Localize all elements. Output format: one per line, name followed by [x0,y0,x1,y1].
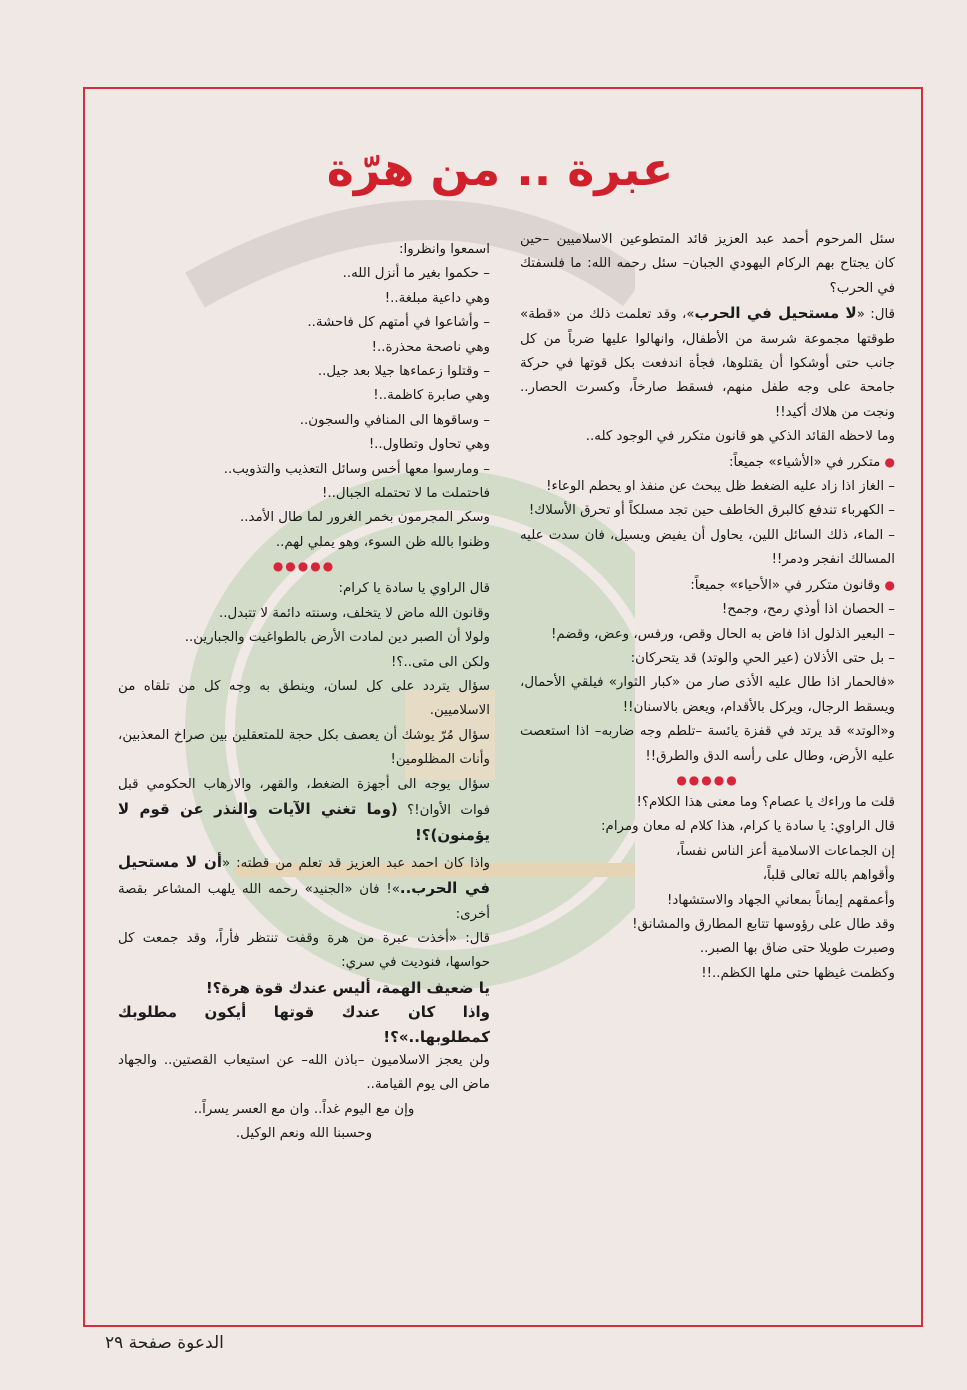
paragraph: ولكن الى متى..؟! [391,654,490,670]
bullet-icon: ● [884,577,895,592]
list-item: و«الوتد» قد يرتد في قفزة يائسة –تلطم وجه ضاربه– اذا استعصت عليه الأرض، وطال على رأسه الدق والطرق!! [520,724,895,764]
list-item: – الغاز اذا زاد عليه الضغط ظل يبحث عن منفذ او يحطم الوعاء! [546,479,895,495]
paragraph: وإن مع اليوم غداً.. وان مع العسر يسراً.. [193,1101,415,1117]
separator: ●●●●● [676,772,739,787]
paragraph: سؤال يوجه الى أجهزة الضغط، والقهر، والارهاب الحكومي قبل فوات الأوان!؟ (وما تغني الآيات والنذر عن قوم لا يؤمنون)؟! [118,776,491,845]
list-item: – الكهرباء تندفع كالبرق الخاطف حين تجد مسلكاً أو تحرق الأسلاك! [528,503,895,519]
list-item: – وأشاعوا في أمتهم كل فاحشة.. [307,315,490,331]
list-item: – وقتلوا زعماءها جيلا بعد جيل.. [317,364,490,380]
list-item: وسكر المجرمون بخمر الغرور لما طال الأمد.. [239,510,490,526]
list-item: وهي تحاول وتطاول..! [368,437,490,453]
list-item: وهي ناصحة محذرة..! [371,339,490,355]
paragraph: سؤال مُرّ يوشك أن يعصف بكل حجة للمتعقلين بين صراخ المعذبين، وأنات المظلومين! [118,727,490,768]
paragraph: قال الراوي يا سادة يا كرام: [338,581,490,597]
paragraph: قلت ما وراءك يا عصام؟ وما معنى هذا الكلام؟! [636,794,895,810]
verse-line: وأقواهم بالله تعالى قلباً، [762,868,895,884]
paragraph: ولولا أن الصبر دين لمادت الأرض بالطواغيت والجبارين.. [184,630,490,646]
paragraph: قال: «أخذت عبرة من هرة وقفت تنتظر فأراً، وقد جمعت كل حواسها، فنوديت في سري: [118,930,490,971]
paragraph: يا ضعيف الهمة، أليس عندك قوة هرة؟! [205,978,490,997]
list-item: – وساقوها الى المنافي والسجون.. [299,412,490,428]
verse-line: إن الجماعات الاسلامية أعز الناس نفساً، [676,843,895,859]
paragraph: وما لاحظه القائد الذكي هو قانون متكرر في الوجود كله.. [585,429,895,445]
list-item: – حكموا بغير ما أنزل الله.. [342,266,490,282]
list-item: وهي صابرة كاظمة..! [373,388,490,404]
page-footer: الدعوة صفحة ٢٩ [105,1333,224,1353]
list-item: – ومارسوا معها أخس وسائل التعذيب والتذويب.. [223,461,490,477]
article-title: عبرة .. من هرّة [326,142,674,196]
bullet-icon: ● [884,454,895,469]
list-item: – الماء، ذلك السائل اللين، يحاول أن يفيض ويسيل، فان سدت عليه المسالك انفجر ودمر!! [520,527,895,568]
paragraph: وحسبنا الله ونعم الوكيل. [235,1126,373,1142]
bullet-item: ● متكرر في «الأشياء» جميعاً: [728,454,895,470]
paragraph: قال الراوي: يا سادة يا كرام، هذا كلام له معان ومرام: [601,819,895,835]
list-item: «فالحمار اذا طال عليه الأذى صار من «كبار الثوار» فيلقي الأحمال، ويسقط الرجال، ويركل بالأقدام، ويعض بالاسنان!! [520,675,895,715]
list-item: – الحصان اذا أوذي رمح، وجمح! [721,602,895,618]
list-item: – بل حتى الأذلان (عير الحي والوتد) قد يتحركان: [630,650,895,666]
list-item: – البعير الذلول اذا فاض به الحال وقص، ورفس، وعض، وقضم! [550,626,895,642]
paragraph: سئل المرحوم أحمد عبد العزيز قائد المتطوعين الاسلاميين –حين كان يجتاح بهم الركام اليهودي الجبان– سئل رحمه الله: ما فلسفتك في الحرب؟ [520,232,895,296]
list-item: فاحتملت ما لا تحتمله الجبال..! [322,486,490,502]
paragraph: قال: «لا مستحيل في الحرب»، وقد تعلمت ذلك من «قطة» طوقتها مجموعة شرسة من الأطفال، وانهالوا عليها ضرباً من كل جانب حتى أوشكوا أن يقتلوها، فجأة اندفعت بكل قوتها في حركة جامحة على وجه طفل منهم، فسقط صارخاً، وكسرت الحصار.. ونجت من هلاك أكيد!! [520,304,895,420]
paragraph: سؤال يتردد على كل لسان، وينطق به وجه كل من تلقاه من الاسلاميين. [118,678,490,719]
verse-line: وأعمقهم إيماناً بمعاني الجهاد والاستشهاد! [666,892,895,908]
paragraph: وقانون الله ماض لا يتخلف، وسنته دائمة لا تتبدل.. [219,605,490,621]
verse-line: وصبرت طويلا حتى ضاق بها الصبر.. [699,941,895,957]
verse-line: وقد طال على رؤوسها تتابع المطارق والمشانق! [632,916,895,932]
paragraph: اسمعوا وانظروا: [398,242,490,257]
left-column [118,238,490,1147]
list-item: وهي داعية مبلغة..! [384,290,490,306]
right-column [520,228,895,986]
paragraph: واذا كان احمد عبد العزيز قد تعلم من قطته: «أن لا مستحيل في الحرب..»! فان «الجنيد» رحمه الله يلهب المشاعر بقصة أخرى: [118,852,491,922]
verse-line: وكظمت غيظها حتى ملها الكظم..!! [701,965,895,981]
bullet-item: ● وقانون متكرر في «الأحياء» جميعاً: [690,577,895,593]
list-item: وظنوا بالله ظن السوء، وهو يملي لهم.. [275,534,490,550]
separator: ●●●●● [272,559,336,574]
paragraph: واذا كان عندك قوتها أيكون مطلوبك كمطلوبها..»؟! [118,1003,490,1046]
paragraph: ولن يعجز الاسلاميون –باذن الله– عن استيعاب القصتين.. والجهاد ماض الى يوم القيامة.. [118,1053,490,1093]
